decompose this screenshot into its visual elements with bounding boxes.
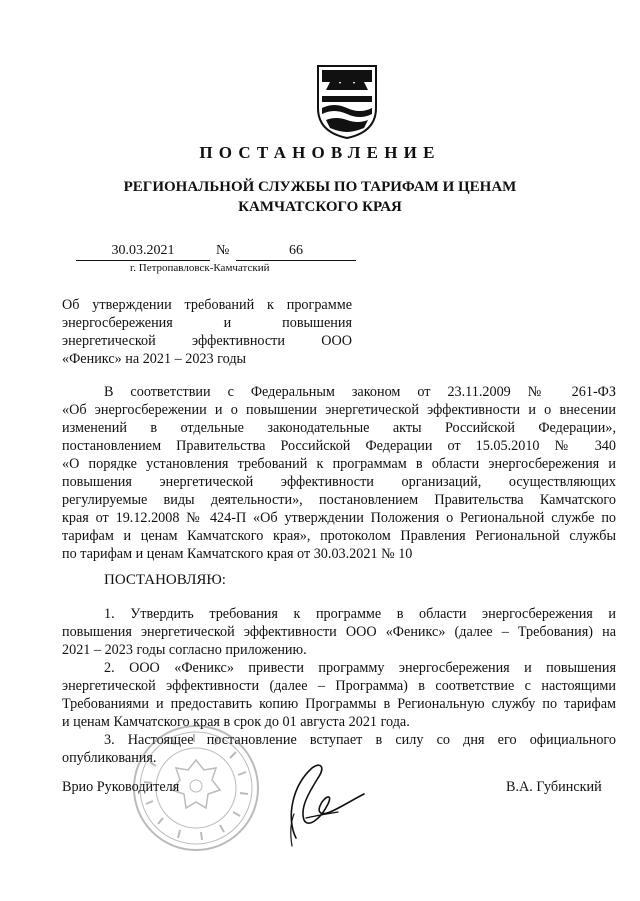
item-2-line: и ценам Камчатского края в срок до 01 августа 2021 года. (62, 714, 410, 730)
preamble-line: регулируемые виды деятельности», постановлением Правительства Камчатского (62, 492, 616, 508)
decree-word: ПОСТАНОВЛЯЮ: (104, 572, 226, 588)
preamble-line: «О порядке установления требований к программам в области энергосбережения и (62, 456, 616, 472)
preamble-line: повышения энергетической эффективности организаций, осуществляющих (62, 474, 616, 490)
item-3-line: опубликования. (62, 750, 157, 766)
item-2-line: энергетической эффективности (далее – Программа) в соответствие с настоящими (62, 678, 616, 694)
subject-line: энергосбережения и повышения (62, 315, 352, 331)
item-3-line: 3. Настоящее постановление вступает в силу со дня его официального (104, 732, 616, 748)
preamble-line: по тарифам и ценам Камчатского края от 30.03.2021 № 10 (62, 546, 413, 562)
signatory-position: Врио Руководителя (62, 779, 180, 795)
item-1-line: 1. Утвердить требования к программе в области энергосбережения и (104, 606, 616, 622)
preamble-line: тарифам и ценам Камчатского края», протоколом Правления Региональной службы (62, 528, 616, 544)
number-sign: № (216, 243, 230, 258)
document-place: г. Петропавловск-Камчатский (130, 262, 270, 274)
preamble-line: «Об энергосбережении и о повышении энергетической эффективности и о внесении (62, 402, 616, 418)
item-1-line: 2021 – 2023 годы согласно приложению. (62, 642, 307, 658)
subject-line: Об утверждении требований к программе (62, 297, 352, 313)
document-date: 30.03.2021 (76, 243, 210, 261)
organization-name-line-1: РЕГИОНАЛЬНОЙ СЛУЖБЫ ПО ТАРИФАМ И ЦЕНАМ (123, 179, 517, 195)
preamble-line: постановлением Правительства Российской Федерации от 15.05.2010 № 340 (62, 438, 616, 454)
signatory-name: В.А. Губинский (506, 779, 602, 795)
preamble-line: края от 19.12.2008 № 424-П «Об утверждении Положения о Региональной службе по (62, 510, 616, 526)
preamble-line: В соответствии с Федеральным законом от 23.11.2009 № 261-ФЗ (104, 384, 616, 400)
item-2-line: Требованиями и предоставить копию Программы в Региональную службу по тарифам (62, 696, 616, 712)
item-2-line: 2. ООО «Феникс» привести программу энергосбережения и повышения (104, 660, 616, 676)
item-1-line: повышения энергетической эффективности ООО «Феникс» (далее – Требования) на (62, 624, 616, 640)
subject-line: «Феникс» на 2021 – 2023 годы (62, 351, 247, 367)
handwritten-signature (256, 758, 376, 848)
organization-name-line-2: КАМЧАТСКОГО КРАЯ (238, 199, 402, 215)
coat-of-arms-emblem (314, 62, 380, 140)
document-number: 66 (236, 243, 356, 261)
document-type-title: ПОСТАНОВЛЕНИЕ (199, 143, 441, 162)
subject-line: энергетической эффективности ООО (62, 333, 352, 349)
preamble-line: изменений в отдельные законодательные акты Российской Федерации», (62, 420, 616, 436)
